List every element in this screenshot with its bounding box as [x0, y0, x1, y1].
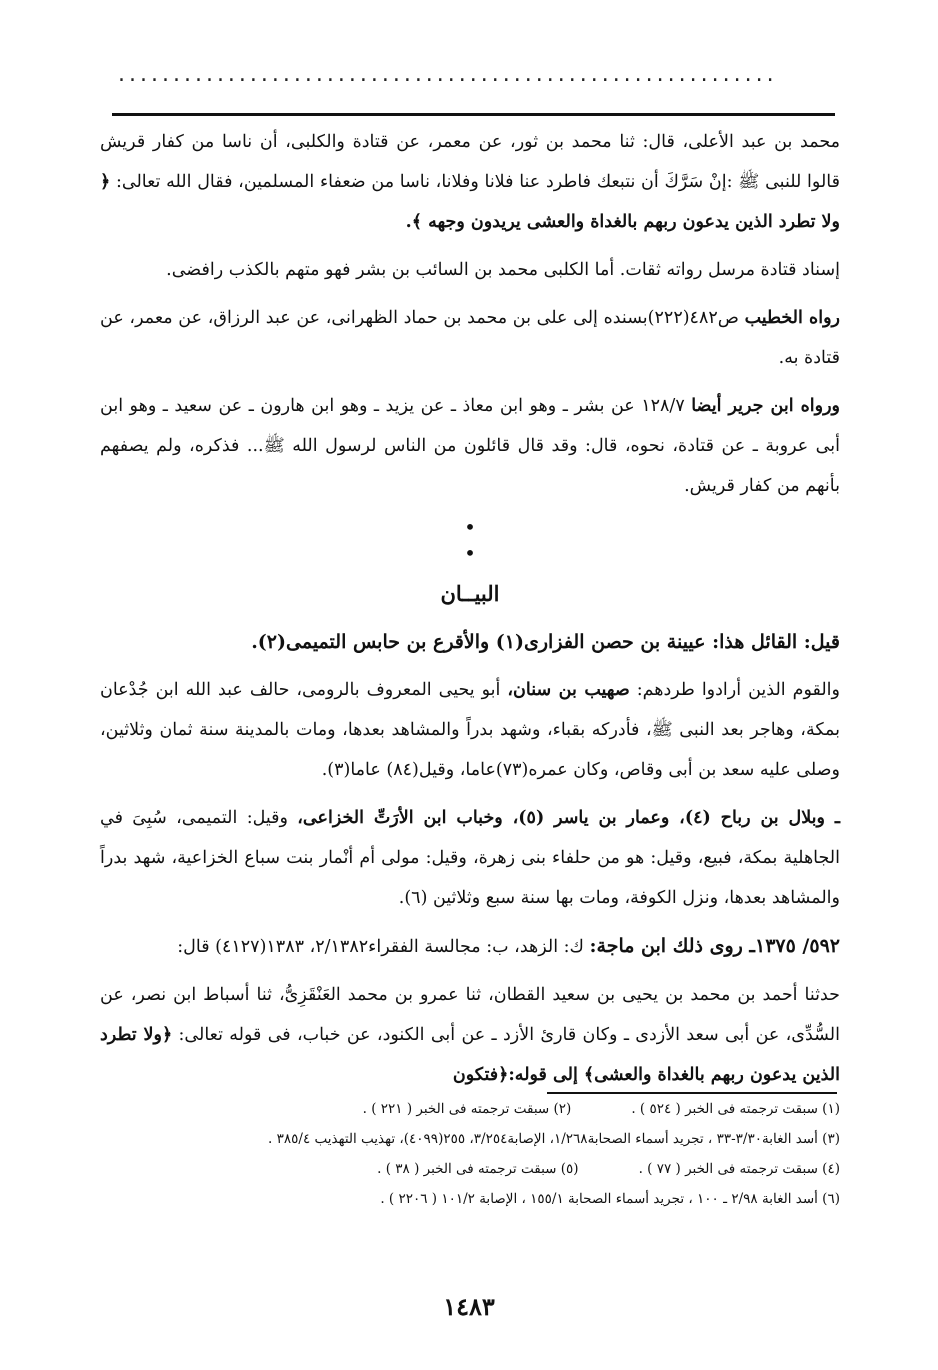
paragraph-9 [100, 975, 840, 1095]
paragraph-1-text: محمد بن عبد الأعلى، قال: ثنا محمد بن ثور، عن معمر، عن قتادة والكلبى، أن ناسا من كفار قريش قالوا للنبى ﷺ :إنْ سَرَّكَ أن نتبعك فاطرد عنا فلانا وفلانا، ناسا من ضعفاء المسلمين، فقال الله تعالى: [100, 132, 840, 192]
paragraph-8 [100, 926, 840, 967]
paragraph-6 [100, 670, 840, 790]
footnote-4: (٤) سبقت ترجمته فى الخبر ( ٧٧ ) . [638, 1161, 840, 1177]
footnote-1: (١) سبقت ترجمته فى الخبر ( ٥٢٤ ) . [631, 1101, 840, 1117]
paragraph-1 [100, 122, 840, 242]
paragraph-6-b: أبو يحيى المعروف بالرومى، حالف عبد الله ابن جُدْعان بمكة، وهاجر بعد النبى ﷺ، فأدركه بقباء، وشهد بدراً والمشاهد بعدها، ومات بالمدينة سنة ثمان وثلاثين، وصلى عليه سعد بن أبى وقاص، وكان عمره(٧٣)عاما، وقيل(٨٤) عاما(٣). [100, 680, 840, 780]
section-separator: • • [464, 515, 476, 565]
paragraph-3-lead: رواه الخطيب [744, 308, 840, 328]
paragraph-5: قيل: القائل هذا: عيينة بن حصن الفزارى(١) والأقرع بن حابس التميمى(٢). [251, 631, 840, 653]
paragraph-4-text: ١٢٨/٧ عن بشر ـ وهو ابن معاذ ـ عن يزيد ـ وهو ابن هارون ـ عن سعيد ـ وهو ابن أبى عروبة ـ عن قتادة، نحوه، قال: وقد قال قائلون من الناس لرسول الله ﷺ... فذكره، ولم يصفهم بأنهم من كفار قريش. [100, 396, 840, 496]
footnote-2: (٢) سبقت ترجمته فى الخبر ( ٢٢١ ) . [362, 1101, 572, 1117]
paragraph-6-a: والقوم الذين أرادوا طردهم: [629, 680, 840, 700]
header-dots: ............................................................ [118, 62, 778, 87]
paragraph-3-text: ص٤٨٢(٢٢٢)بسنده إلى على بن محمد بن حماد الظهرانى، عن عبد الرزاق، عن معمر، عن قتادة به. [100, 308, 840, 368]
footnote-5: (٥) سبقت ترجمته فى الخبر ( ٣٨ ) . [377, 1161, 579, 1177]
paragraph-3 [100, 298, 840, 378]
header-rule [112, 113, 835, 116]
paragraph-6-name: صهيب بن سنان، [507, 680, 630, 700]
paragraph-4-lead: ورواه ابن جرير أيضا [691, 396, 840, 416]
main-text [100, 122, 840, 1103]
section-heading: البيــان [440, 581, 500, 606]
footnote-row-2 [100, 1154, 840, 1184]
quran-quote-2: ﴿ولا تطرد الذين يدعون ربهم بالغداة والعشى﴾ إلى قوله:﴿فتكون [100, 1025, 840, 1085]
paragraph-8-text: ك: الزهد، ب: مجالسة الفقراء٢/١٣٨٢، ١٣٨٣(٤١٢٧) قال: [177, 937, 590, 957]
paragraph-8-lead: ٥٩٢/ ١٣٧٥ـ روى ذلك ابن ماجة: [589, 935, 840, 957]
footnote-row-1 [100, 1094, 840, 1124]
footnote-3: (٣) أسد الغابة٣/٣٠-٣٣ ، تجريد أسماء الصحابة١/٢٦٨، الإصابة٣/٢٥٤، ٢٥٥(٤٠٩٩)، تهذيب التهذيب ٣٨٥/٤ . [268, 1131, 840, 1147]
paragraph-7-a: ـ وبلال بن رباح (٤)، وعمار بن ياسر (٥)، وخباب ابن الأرَتِّ الخزاعى، [297, 808, 840, 828]
quran-quote-1: ﴿ ولا تطرد الذين يدعون ربهم بالغداة والعشى يريدون وجهه ﴾. [100, 172, 840, 232]
paragraph-7-b: وقيل: التميمى، سُبِىَ في الجاهلية بمكة، فبيع، وقيل: هو من حلفاء بنى زهرة، وقيل: مولى أم أنْمار بنت سباع الخزاعية، شهد بدراً والمشاهد بعدها، ونزل الكوفة، ومات بها سنة سبع وثلاثين (٦). [100, 808, 840, 908]
paragraph-7 [100, 798, 840, 918]
paragraph-2: إسناد قتادة مرسل رواته ثقات. أما الكلبى محمد بن السائب بن بشر فهو متهم بالكذب رافضى. [166, 260, 840, 280]
footnotes [100, 1094, 840, 1214]
paragraph-9-text: حدثنا أحمد بن محمد بن يحيى بن سعيد القطان، ثنا عمرو بن محمد العَنْقَزِىُّ، ثنا أسباط ابن نصر، عن السُّدِّى، عن أبى سعد الأزدى ـ وكان قارئ الأزد ـ عن أبى الكنود، عن خباب، فى قوله تعالى: [100, 985, 840, 1045]
paragraph-4 [100, 386, 840, 506]
page-number: ١٤٨٣ [443, 1292, 495, 1321]
footnote-6: (٦) أسد الغابة ٢/٩٨ ـ ١٠٠ ، تجريد أسماء الصحابة ١٥٥/١ ، الإصابة ١٠١/٢ ( ٢٢٠٦ ) . [380, 1191, 840, 1207]
